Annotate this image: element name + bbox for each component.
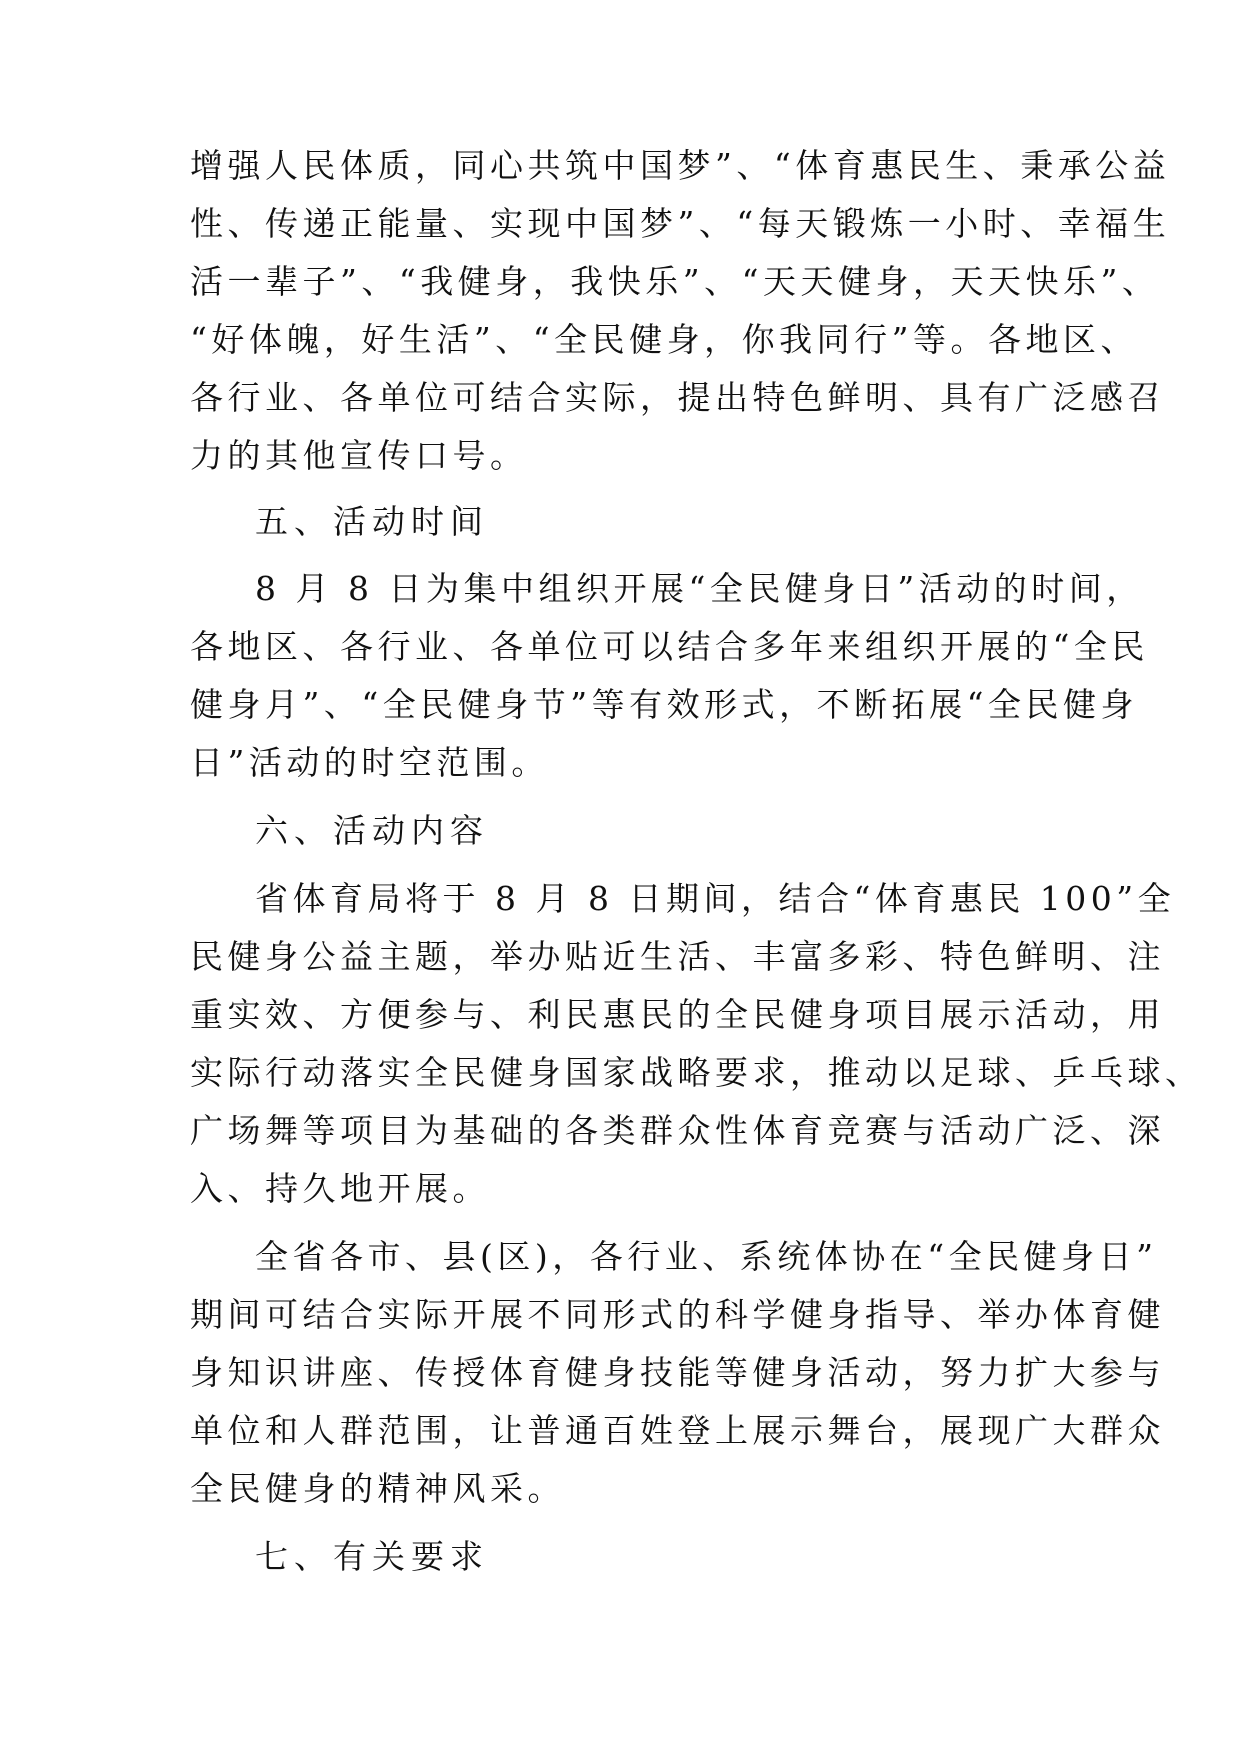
text-line: 民健身公益主题，举办贴近生活、丰富多彩、特色鲜明、注 <box>190 937 1165 976</box>
text-line: 单位和人群范围，让普通百姓登上展示舞台，展现广大群众 <box>190 1411 1165 1450</box>
text-line: “好体魄，好生活”、“全民健身，你我同行”等。各地区、 <box>190 320 1138 359</box>
text-line: 增强人民体质，同心共筑中国梦”、“体育惠民生、秉承公益 <box>190 146 1171 185</box>
section-heading-activity-time: 五、活动时间 <box>255 502 489 541</box>
text-line: 性、传递正能量、实现中国梦”、“每天锻炼一小时、幸福生 <box>190 204 1171 243</box>
text-line: 实际行动落实全民健身国家战略要求，推动以足球、乒乓球、 <box>190 1053 1203 1092</box>
text-line: 全省各市、县(区)，各行业、系统体协在“全民健身日” <box>255 1237 1158 1276</box>
section-heading-requirements: 七、有关要求 <box>255 1537 489 1576</box>
text-line: 全民健身的精神风采。 <box>190 1469 565 1508</box>
text-line: 活一辈子”、“我健身，我快乐”、“天天健身，天天快乐”、 <box>190 262 1160 301</box>
text-line: 日”活动的时空范围。 <box>190 743 549 782</box>
text-line: 省体育局将于 8 月 8 日期间，结合“体育惠民 100”全 <box>255 879 1176 918</box>
text-line: 各行业、各单位可结合实际，提出特色鲜明、具有广泛感召 <box>190 378 1165 417</box>
section-heading-activity-content: 六、活动内容 <box>255 811 489 850</box>
text-line: 8 月 8 日为集中组织开展“全民健身日”活动的时间， <box>255 569 1144 608</box>
text-line: 健身月”、“全民健身节”等有效形式，不断拓展“全民健身 <box>190 685 1138 724</box>
text-line: 力的其他宣传口号。 <box>190 436 528 475</box>
text-line: 各地区、各行业、各单位可以结合多年来组织开展的“全民 <box>190 627 1149 666</box>
text-line: 身知识讲座、传授体育健身技能等健身活动，努力扩大参与 <box>190 1353 1165 1392</box>
text-line: 重实效、方便参与、利民惠民的全民健身项目展示活动，用 <box>190 995 1165 1034</box>
text-line: 入、持久地开展。 <box>190 1169 490 1208</box>
text-line: 期间可结合实际开展不同形式的科学健身指导、举办体育健 <box>190 1295 1165 1334</box>
text-line: 广场舞等项目为基础的各类群众性体育竞赛与活动广泛、深 <box>190 1111 1165 1150</box>
